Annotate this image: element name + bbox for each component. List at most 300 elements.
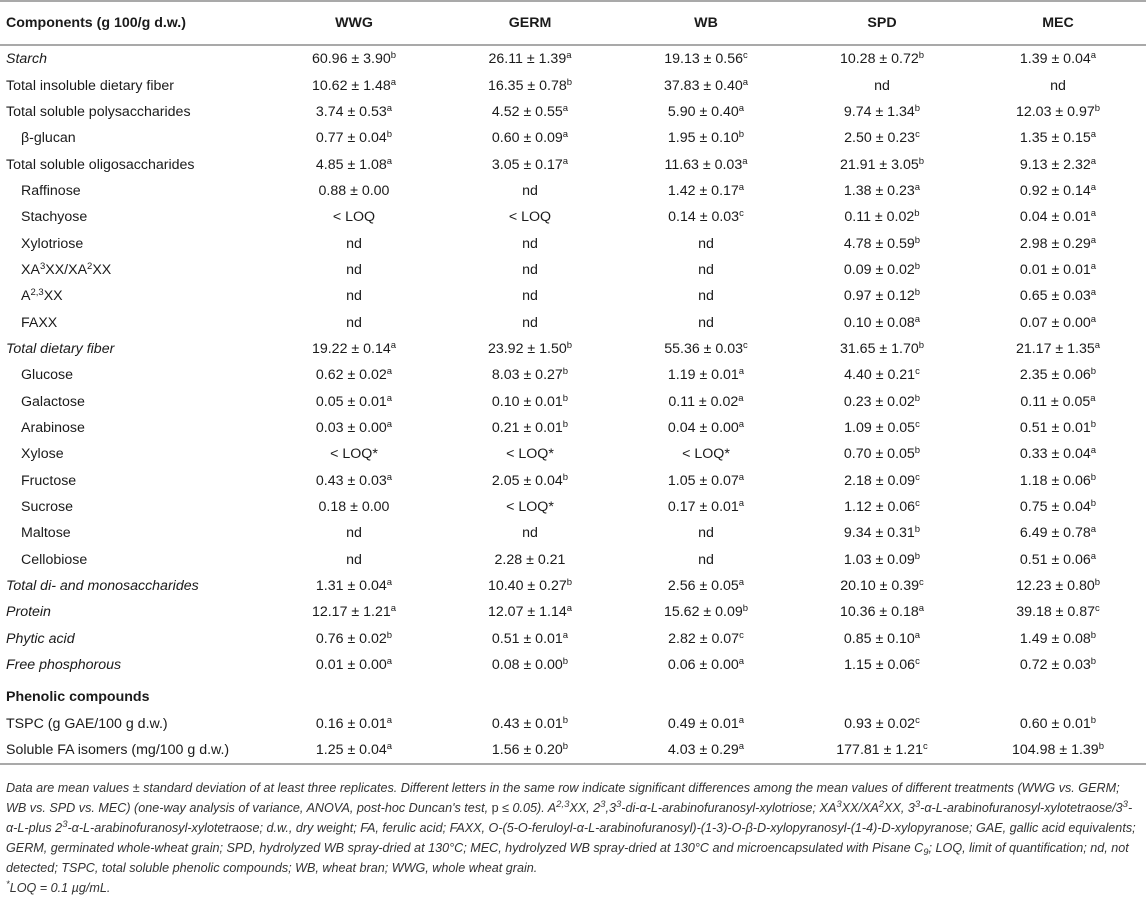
significance-letter: b [562, 714, 569, 726]
cell-value: 2.35 ± 0.06 [1019, 367, 1091, 384]
cell-value: 0.72 ± 0.03 [1019, 657, 1091, 674]
significance-letter: b [562, 656, 569, 668]
significance-letter: b [914, 392, 921, 404]
table-cell [970, 494, 1146, 520]
cell-value: 0.11 ± 0.02 [844, 209, 915, 226]
table-row [0, 599, 1146, 625]
row-label: Arabinose [21, 419, 85, 436]
table-cell [970, 468, 1146, 494]
row-label: TSPC (g GAE/100 g d.w.) [6, 715, 168, 732]
table-row [0, 468, 1146, 494]
cell-value: nd [346, 288, 362, 305]
row-label: Protein [6, 604, 51, 621]
table-cell [794, 45, 970, 72]
significance-letter: a [390, 339, 397, 351]
cell-value: 4.52 ± 0.55 [491, 103, 563, 120]
cell-value: 12.23 ± 0.80 [1015, 578, 1095, 595]
significance-letter: c [915, 498, 920, 510]
table-cell [618, 573, 794, 599]
table-cell [266, 520, 442, 546]
significance-letter: a [562, 129, 569, 141]
table-cell [266, 336, 442, 362]
significance-letter: a [738, 714, 745, 726]
significance-letter: a [914, 181, 921, 193]
table-cell [618, 520, 794, 546]
table-cell [618, 468, 794, 494]
significance-letter: a [1090, 445, 1097, 457]
significance-letter: a [1090, 313, 1097, 325]
significance-letter: a [1090, 129, 1097, 141]
table-cell [970, 362, 1146, 388]
significance-letter: c [915, 418, 920, 430]
cell-value: 0.10 ± 0.08 [843, 314, 915, 331]
significance-letter: b [914, 445, 921, 457]
cell-value: nd [522, 235, 538, 252]
cell-value: 1.05 ± 0.07 [667, 472, 739, 489]
significance-letter: a [1090, 524, 1097, 536]
significance-letter: a [390, 76, 397, 88]
cell-value: 37.83 ± 0.40 [663, 77, 743, 94]
significance-letter: a [562, 629, 569, 641]
cell-value: 39.18 ± 0.87 [1016, 604, 1096, 621]
cell-value: 0.77 ± 0.04 [315, 130, 387, 147]
cell-value: nd [698, 261, 714, 278]
column-header-wb: WB [618, 1, 794, 45]
significance-letter: a [390, 603, 397, 615]
table-cell [794, 520, 970, 546]
cell-value: 21.17 ± 1.35 [1015, 340, 1095, 357]
significance-letter: a [386, 102, 393, 114]
significance-letter: a [386, 366, 393, 378]
table-cell [442, 468, 618, 494]
significance-letter: a [386, 155, 393, 167]
column-header-wwg: WWG [266, 1, 442, 45]
table-cell [266, 626, 442, 652]
significance-letter: b [562, 471, 569, 483]
table-cell [442, 362, 618, 388]
significance-letter: c [739, 208, 744, 220]
cell-value: nd [346, 314, 362, 331]
table-cell [442, 45, 618, 72]
cell-value: 19.22 ± 0.14 [311, 340, 391, 357]
table-cell [442, 520, 618, 546]
cell-value: 9.34 ± 0.31 [843, 525, 915, 542]
cell-value: 0.43 ± 0.03 [315, 472, 387, 489]
table-cell [618, 45, 794, 72]
table-cell [794, 468, 970, 494]
table-cell [794, 573, 970, 599]
table-cell [794, 362, 970, 388]
row-label: Fructose [21, 472, 77, 489]
cell-value: nd [346, 261, 362, 278]
cell-value: 0.11 ± 0.05 [1020, 393, 1091, 410]
table-cell [794, 230, 970, 256]
significance-letter: a [738, 741, 745, 753]
table-cell [266, 72, 442, 98]
cell-value: 0.11 ± 0.02 [668, 393, 739, 410]
table-cell [618, 178, 794, 204]
cell-value: 0.06 ± 0.00 [667, 657, 739, 674]
table-cell [794, 441, 970, 467]
table-cell [970, 599, 1146, 625]
cell-value: 2.05 ± 0.04 [491, 472, 563, 489]
cell-value: 0.03 ± 0.00 [315, 419, 387, 436]
cell-value: 0.21 ± 0.01 [491, 419, 563, 436]
significance-letter: a [386, 714, 393, 726]
table-cell [970, 547, 1146, 573]
significance-letter: b [738, 129, 745, 141]
row-label: FAXX [21, 314, 58, 331]
significance-letter: a [386, 418, 393, 430]
cell-value: 10.28 ± 0.72 [839, 51, 919, 68]
row-label: Maltose [21, 525, 71, 542]
row-label: Starch [6, 51, 48, 68]
significance-letter: a [386, 471, 393, 483]
table-cell [794, 257, 970, 283]
cell-value: < LOQ* [506, 499, 554, 516]
cell-value: 2.98 ± 0.29 [1019, 235, 1091, 252]
table-cell [794, 336, 970, 362]
table-row [0, 737, 1146, 764]
cell-value: nd [1050, 77, 1066, 94]
table-row [0, 547, 1146, 573]
row-label: Phenolic compounds [6, 689, 150, 706]
significance-letter: b [562, 392, 569, 404]
significance-letter: b [1098, 741, 1104, 753]
significance-letter: b [918, 155, 925, 167]
table-cell [618, 336, 794, 362]
cell-value: nd [522, 314, 538, 331]
cell-value: 0.23 ± 0.02 [843, 393, 915, 410]
table-cell [794, 626, 970, 652]
significance-letter: b [1090, 471, 1097, 483]
table-row [0, 711, 1146, 737]
significance-letter: a [738, 102, 745, 114]
cell-value: 6.49 ± 0.78 [1019, 525, 1091, 542]
significance-letter: b [386, 129, 393, 141]
table-cell [970, 45, 1146, 72]
table-row [0, 652, 1146, 678]
table-row [0, 520, 1146, 546]
significance-letter: a [738, 418, 745, 430]
cell-value: 0.09 ± 0.02 [843, 261, 915, 278]
cell-value: 0.60 ± 0.09 [491, 130, 563, 147]
table-row [0, 151, 1146, 177]
column-header-mec: MEC [970, 1, 1146, 45]
table-row [0, 441, 1146, 467]
column-header-germ: GERM [442, 1, 618, 45]
table-row [0, 125, 1146, 151]
significance-letter: a [566, 603, 573, 615]
table-cell [442, 72, 618, 98]
significance-letter: c [915, 471, 920, 483]
significance-letter: a [1090, 550, 1097, 562]
table-row [0, 309, 1146, 335]
cell-value: 0.51 ± 0.06 [1019, 551, 1091, 568]
cell-value: 1.42 ± 0.17 [667, 182, 739, 199]
table-row [0, 494, 1146, 520]
significance-letter: b [914, 102, 921, 114]
cell-value: 12.17 ± 1.21 [311, 604, 391, 621]
cell-value: 0.62 ± 0.02 [315, 367, 387, 384]
table-cell [970, 737, 1146, 764]
significance-letter: a [738, 656, 745, 668]
cell-value: 4.03 ± 0.29 [667, 742, 739, 759]
table-cell [442, 230, 618, 256]
significance-letter: c [743, 50, 748, 62]
cell-value: 0.85 ± 0.10 [843, 630, 915, 647]
significance-letter: c [922, 741, 928, 753]
table-cell [618, 204, 794, 230]
significance-letter: b [1090, 418, 1097, 430]
table-cell [618, 494, 794, 520]
significance-letter: a [1090, 208, 1097, 220]
significance-letter: b [1090, 656, 1097, 668]
table-cell [442, 178, 618, 204]
cell-value: 1.49 ± 0.08 [1019, 630, 1091, 647]
row-label: Total insoluble dietary fiber [6, 77, 174, 94]
table-cell [618, 737, 794, 764]
row-label: Free phosphorous [6, 657, 122, 674]
significance-letter: a [386, 741, 393, 753]
significance-letter: a [914, 629, 921, 641]
table-cell [442, 441, 618, 467]
cell-value: 0.33 ± 0.04 [1019, 446, 1091, 463]
significance-letter: b [914, 287, 921, 299]
table-cell [618, 151, 794, 177]
significance-letter: a [386, 392, 393, 404]
significance-letter: a [1090, 155, 1097, 167]
table-row [0, 257, 1146, 283]
table-cell [442, 573, 618, 599]
table-cell [442, 388, 618, 414]
table-cell [442, 283, 618, 309]
significance-letter: a [738, 577, 745, 589]
significance-letter: b [1090, 629, 1097, 641]
significance-letter: b [914, 208, 920, 220]
significance-letter: c [915, 366, 920, 378]
table-cell [618, 99, 794, 125]
cell-value: 0.04 ± 0.00 [667, 419, 739, 436]
table-cell [970, 257, 1146, 283]
cell-value: 0.18 ± 0.00 [318, 499, 390, 516]
table-cell [266, 125, 442, 151]
significance-letter: b [918, 339, 925, 351]
table-cell [794, 72, 970, 98]
row-label: Galactose [21, 393, 85, 410]
cell-value: 0.60 ± 0.01 [1019, 715, 1091, 732]
table-cell [442, 711, 618, 737]
row-label: Xylose [21, 446, 64, 463]
significance-letter: a [914, 313, 921, 325]
significance-letter: c [915, 656, 920, 668]
cell-value: 1.95 ± 0.10 [667, 130, 739, 147]
significance-letter: a [742, 76, 749, 88]
significance-letter: a [1094, 339, 1101, 351]
cell-value: 0.93 ± 0.02 [844, 715, 916, 732]
significance-letter: a [386, 577, 393, 589]
table-cell [618, 652, 794, 678]
significance-letter: c [915, 129, 920, 141]
table-cell [266, 362, 442, 388]
table-cell [794, 309, 970, 335]
significance-letter: b [562, 418, 569, 430]
cell-value: 0.01 ± 0.01 [1019, 261, 1091, 278]
table-cell [970, 99, 1146, 125]
table-row [0, 99, 1146, 125]
table-cell [794, 99, 970, 125]
table-cell [442, 309, 618, 335]
cell-value: 8.03 ± 0.27 [491, 367, 563, 384]
table-cell [266, 599, 442, 625]
table-cell [266, 415, 442, 441]
table-cell [266, 45, 442, 72]
cell-value: 10.62 ± 1.48 [311, 77, 391, 94]
cell-value: nd [522, 288, 538, 305]
table-cell [618, 72, 794, 98]
cell-value: 0.04 ± 0.01 [1019, 209, 1091, 226]
cell-value: 0.07 ± 0.00 [1019, 314, 1091, 331]
significance-letter: b [390, 50, 397, 62]
table-cell [442, 652, 618, 678]
cell-value: 2.56 ± 0.05 [667, 578, 739, 595]
cell-value: 10.36 ± 0.18 [839, 604, 919, 621]
cell-value: 177.81 ± 1.21 [836, 742, 923, 759]
table-cell [442, 125, 618, 151]
row-label: Glucose [21, 367, 74, 384]
cell-value: 0.05 ± 0.01 [315, 393, 387, 410]
significance-letter: a [1090, 50, 1097, 62]
cell-value: 0.70 ± 0.05 [843, 446, 915, 463]
table-cell [970, 441, 1146, 467]
table-cell [970, 151, 1146, 177]
row-label: Sucrose [21, 499, 74, 516]
table-section-row [0, 678, 1146, 710]
cell-value: 1.56 ± 0.20 [491, 742, 563, 759]
table-cell [618, 547, 794, 573]
cell-value: 2.82 ± 0.07 [668, 630, 740, 647]
cell-value: 1.09 ± 0.05 [844, 419, 916, 436]
table-cell [266, 494, 442, 520]
table-row [0, 45, 1146, 72]
significance-letter: b [914, 260, 921, 272]
table-cell [266, 711, 442, 737]
table-cell [266, 737, 442, 764]
significance-letter: a [1090, 234, 1097, 246]
cell-value: 1.35 ± 0.15 [1019, 130, 1091, 147]
column-header-spd: SPD [794, 1, 970, 45]
table-cell [442, 626, 618, 652]
significance-letter: a [738, 392, 744, 404]
cell-value: 11.63 ± 0.03 [664, 156, 743, 173]
table-cell [618, 388, 794, 414]
significance-letter: a [738, 366, 745, 378]
significance-letter: c [743, 339, 748, 351]
cell-value: 0.08 ± 0.00 [491, 657, 563, 674]
table-cell [442, 204, 618, 230]
significance-letter: b [914, 550, 921, 562]
cell-value: nd [698, 235, 714, 252]
cell-value: < LOQ [332, 209, 376, 226]
table-cell [618, 309, 794, 335]
cell-value: 16.35 ± 0.78 [487, 77, 567, 94]
cell-value: 0.97 ± 0.12 [843, 288, 915, 305]
cell-value: 12.07 ± 1.14 [487, 604, 567, 621]
table-row [0, 283, 1146, 309]
cell-value: 1.18 ± 0.06 [1019, 472, 1091, 489]
table-cell [794, 283, 970, 309]
table-cell [266, 468, 442, 494]
loq-footnote: *LOQ = 0.1 µg/mL. [6, 879, 111, 895]
significance-letter: b [566, 577, 573, 589]
table-cell [442, 99, 618, 125]
table-cell [970, 283, 1146, 309]
significance-letter: a [742, 155, 748, 167]
significance-letter: a [562, 155, 569, 167]
row-label: Total dietary fiber [6, 340, 115, 357]
cell-value: 3.05 ± 0.17 [491, 156, 563, 173]
cell-value: 4.40 ± 0.21 [844, 367, 916, 384]
significance-letter: c [915, 714, 920, 726]
cell-value: 0.51 ± 0.01 [1019, 419, 1091, 436]
table-row [0, 178, 1146, 204]
table-cell [442, 547, 618, 573]
cell-value: nd [698, 314, 714, 331]
table-cell [794, 151, 970, 177]
cell-value: 4.78 ± 0.59 [843, 235, 915, 252]
table-row [0, 204, 1146, 230]
cell-value: 12.03 ± 0.97 [1015, 103, 1095, 120]
table-cell [794, 547, 970, 573]
table-cell [266, 283, 442, 309]
cell-value: 0.14 ± 0.03 [668, 209, 740, 226]
cell-value: nd [698, 551, 714, 568]
table-cell [970, 415, 1146, 441]
table-cell [970, 626, 1146, 652]
cell-value: 2.18 ± 0.09 [844, 472, 916, 489]
cell-value: 55.36 ± 0.03 [664, 340, 744, 357]
table-cell [266, 230, 442, 256]
cell-value: 104.98 ± 1.39 [1012, 742, 1099, 759]
table-cell [970, 309, 1146, 335]
row-label: Total soluble oligosaccharides [6, 156, 195, 173]
table-cell [794, 204, 970, 230]
table-cell [618, 257, 794, 283]
cell-value: 15.62 ± 0.09 [663, 604, 743, 621]
table-cell [266, 652, 442, 678]
cell-value: < LOQ* [330, 446, 378, 463]
table-row [0, 230, 1146, 256]
cell-value: 1.12 ± 0.06 [844, 499, 916, 516]
cell-value: 2.28 ± 0.21 [494, 551, 566, 568]
table-cell [794, 652, 970, 678]
significance-letter: c [739, 629, 744, 641]
cell-value: 23.92 ± 1.50 [487, 340, 567, 357]
table-cell [266, 573, 442, 599]
cell-value: 60.96 ± 3.90 [311, 51, 391, 68]
row-label: $XA^3XX/XA^2XX$ [21, 260, 112, 278]
cell-value: < LOQ* [682, 446, 730, 463]
significance-letter: b [562, 741, 569, 753]
cell-value: 0.01 ± 0.00 [315, 657, 387, 674]
table-cell [794, 415, 970, 441]
row-label: A$^{2,3}$XX [21, 287, 63, 305]
table-cell [442, 737, 618, 764]
significance-letter: b [1090, 714, 1097, 726]
table-cell [618, 711, 794, 737]
table-row [0, 72, 1146, 98]
table-cell [970, 125, 1146, 151]
